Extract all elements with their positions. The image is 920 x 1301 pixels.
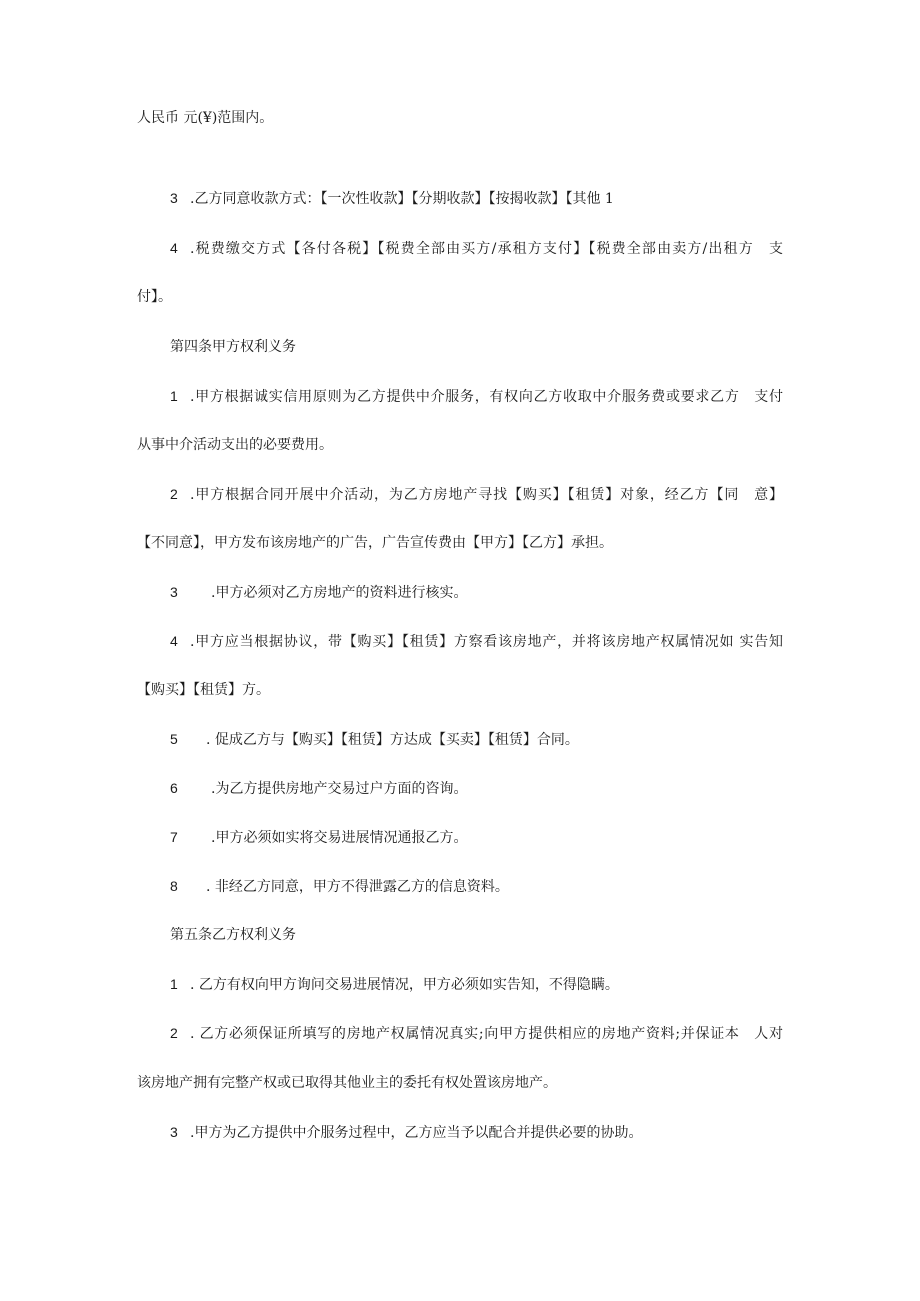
clause-number: 2	[170, 1025, 178, 1041]
article-4-item-7	[170, 828, 467, 847]
article-4-heading: 第四条甲方权利义务	[170, 339, 296, 355]
article-4-item-1-line1	[137, 387, 783, 406]
clause-text: .为乙方提供房地产交易过户方面的咨询。	[211, 781, 468, 797]
clause-text: .税费缴交方式【各付各税】【税费全部由买方/承租方支付】【税费全部由卖方/出租方 支	[190, 241, 783, 257]
clause-3-3	[170, 189, 614, 208]
article-5-heading: 第五条乙方权利义务	[170, 927, 296, 943]
clause-number: 6	[170, 780, 178, 796]
article-4-item-2-line2: 【不同意】，甲方发布该房地产的广告，广告宣传费由【甲方】【乙方】承担。	[137, 535, 613, 551]
clause-text: . 非经乙方同意，甲方不得泄露乙方的信息资料。	[206, 879, 509, 895]
clause-text: . 促成乙方与【购买】【租赁】方达成【买卖】【租赁】合同。	[206, 732, 579, 748]
article-5-item-2-line1	[137, 1024, 783, 1043]
clause-text: .甲方必须如实将交易进展情况通报乙方。	[211, 830, 468, 846]
clause-text: .甲方为乙方提供中介服务过程中，乙方应当予以配合并提供必要的协助。	[190, 1125, 643, 1141]
article-5-item-3	[170, 1123, 642, 1142]
clause-number: 4	[170, 240, 178, 256]
article-5-item-2-line2: 该房地产拥有完整产权或已取得其他业主的委托有权处置该房地产。	[137, 1075, 557, 1091]
article-4-item-4-line1	[137, 632, 783, 651]
clause-text: .甲方根据合同开展中介活动，为乙方房地产寻找【购买】【租赁】对象，经乙方【同 意】	[190, 487, 783, 503]
article-4-item-5	[170, 730, 579, 749]
clause-text: .乙方同意收款方式：【一次性收款】【分期收款】【按揭收款】【其他 1	[190, 191, 614, 207]
clause-number: 5	[170, 731, 178, 747]
article-5-item-1	[170, 975, 619, 994]
clause-number: 7	[170, 829, 178, 845]
clause-3-4-line2: 付】。	[137, 289, 172, 305]
article-4-item-6	[170, 779, 467, 798]
article-4-item-8	[170, 877, 509, 896]
clause-number: 3	[170, 1124, 178, 1140]
article-4-item-2-line1	[137, 485, 783, 504]
article-4-item-1-line2: 从事中介活动支出的必要费用。	[137, 437, 333, 453]
clause-number: 1	[170, 388, 178, 404]
clause-number: 3	[170, 190, 178, 206]
clause-number: 2	[170, 486, 178, 502]
clause-number: 8	[170, 878, 178, 894]
clause-text: .甲方根据诚实信用原则为乙方提供中介服务，有权向乙方收取中介服务费或要求乙方 支付	[190, 389, 783, 405]
clause-text: .甲方应当根据协议，带【购买】【租赁】方察看该房地产，并将该房地产权属情况如 实告知	[190, 634, 783, 650]
clause-text: . 乙方有权向甲方询问交易进展情况，甲方必须如实告知，不得隐瞒。	[190, 977, 619, 993]
intro-tail-paragraph: 人民币 元(¥)范围内。	[137, 110, 274, 126]
article-4-item-4-line2: 【购买】【租赁】方。	[137, 682, 270, 698]
clause-number: 4	[170, 633, 178, 649]
article-4-item-3	[170, 583, 467, 602]
clause-3-4-line1	[137, 239, 783, 258]
clause-text: .甲方必须对乙方房地产的资料进行核实。	[211, 585, 468, 601]
clause-text: . 乙方必须保证所填写的房地产权属情况真实;向甲方提供相应的房地产资料;并保证本 人对	[190, 1026, 783, 1042]
clause-number: 1	[170, 976, 178, 992]
clause-number: 3	[170, 584, 178, 600]
